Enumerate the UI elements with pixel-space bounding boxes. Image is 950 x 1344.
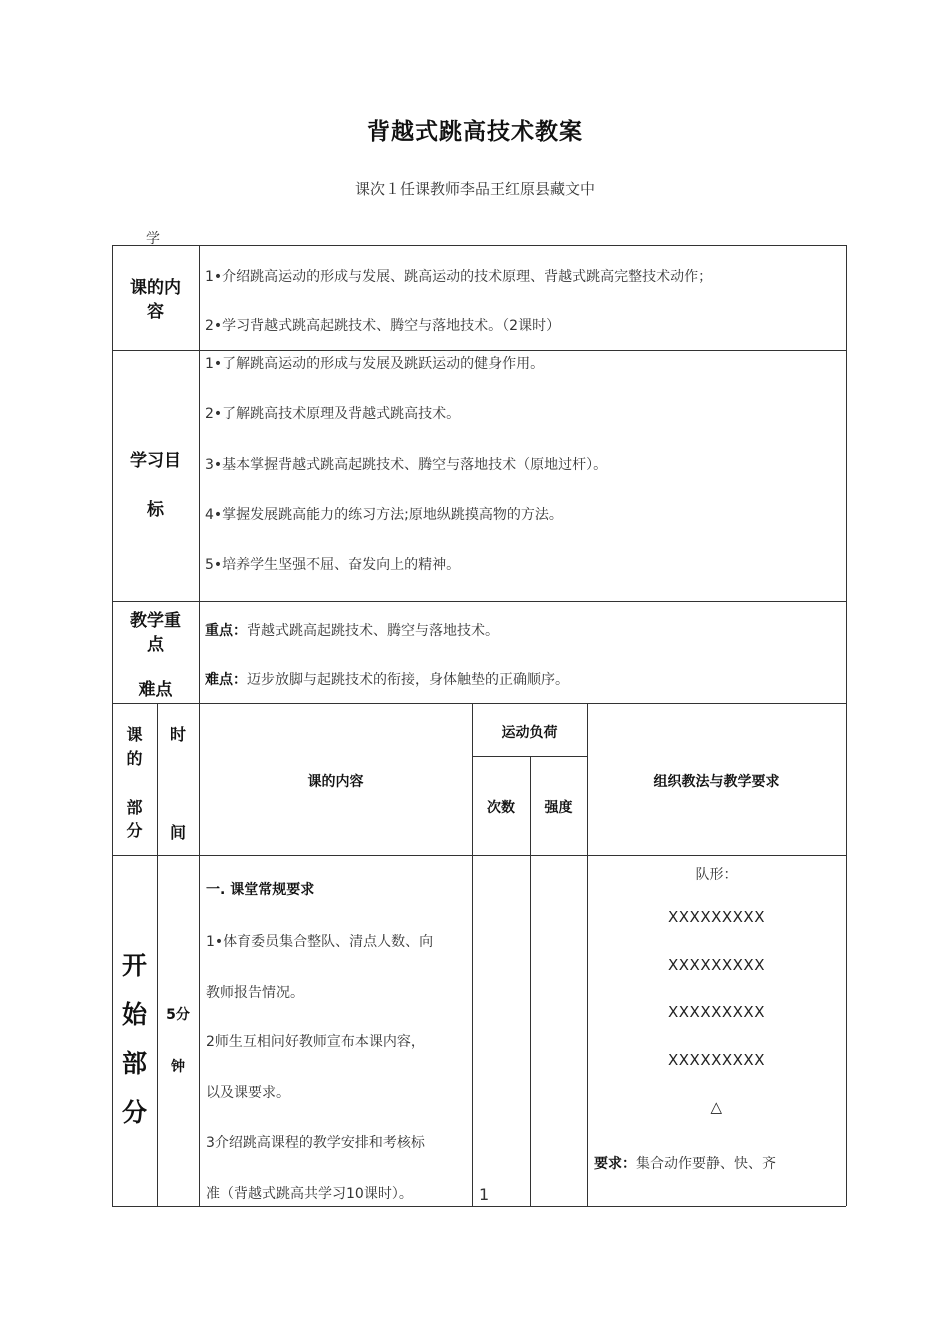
goal-item: 1•了解跳高运动的形成与发展及跳跃运动的健身作用。 (205, 356, 545, 372)
goals-row-label-bottom: 标 (147, 500, 164, 520)
header-time-char: 时 (169, 725, 186, 744)
header-time-char: 间 (169, 823, 186, 842)
grid-line (199, 245, 200, 1206)
label-line: 课的内 (130, 278, 181, 298)
content-row-label (112, 276, 199, 324)
duration-value: 5分 (166, 1007, 190, 1023)
grid-line (530, 756, 531, 1206)
part-char: 分 (121, 1098, 147, 1127)
requirement-prefix: 要求： (594, 1156, 636, 1172)
part-char: 部 (121, 1049, 147, 1078)
count-value: 1 (479, 1185, 490, 1204)
label-line: 教学重 (130, 611, 181, 631)
part-char: 始 (121, 1000, 147, 1029)
difficulty-prefix: 难点： (205, 672, 247, 688)
key-row-label-difficulty: 难点 (138, 680, 173, 700)
difficult-point (205, 669, 569, 689)
content-item: 1•介绍跳高运动的形成与发展、跳高运动的技术原理、背越式跳高完整技术动作； (205, 269, 713, 285)
teacher-triangle-icon: △ (710, 1098, 723, 1116)
content-line: 3介绍跳高课程的教学安排和考核标 (206, 1135, 425, 1151)
content-line: 准（背越式跳高共学习10课时）。 (206, 1186, 413, 1202)
header-method: 组织教法与教学要求 (653, 774, 780, 790)
formation-row: XXXXXXXXX (668, 908, 765, 926)
grid-line (112, 601, 846, 602)
content-line: 2师生互相问好教师宣布本课内容， (206, 1034, 425, 1050)
header-part-char: 部 (126, 798, 143, 817)
grid-line (157, 703, 158, 1206)
key-text: 背越式跳高起跳技术、腾空与落地技术。 (247, 623, 499, 639)
goal-item: 5•培养学生坚强不屈、奋发向上的精神。 (205, 557, 461, 573)
label-line: 点 (147, 635, 164, 655)
key-prefix: 重点： (205, 623, 247, 639)
content-line: 教师报告情况。 (206, 985, 304, 1001)
grid-line (112, 703, 846, 704)
requirement-text: 集合动作要静、快、齐 (636, 1156, 776, 1172)
grid-line (472, 703, 473, 1206)
header-part-char: 课 (126, 725, 143, 744)
goal-item: 2•了解跳高技术原理及背越式跳高技术。 (205, 406, 461, 422)
content-item: 2•学习背越式跳高起跳技术、腾空与落地技术。（2课时） (205, 318, 561, 334)
duration-unit: 钟 (171, 1059, 185, 1075)
formation-row: XXXXXXXXX (668, 1003, 765, 1021)
goal-item: 4•掌握发展跳高能力的练习方法;原地纵跳摸高物的方法。 (205, 507, 563, 523)
content-line: 1•体育委员集合整队、清点人数、向 (206, 934, 434, 950)
part-char: 开 (121, 951, 147, 980)
subtitle-continuation: 学 (146, 231, 160, 247)
formation-label: 队形： (695, 867, 738, 883)
grid-line (112, 855, 846, 856)
document-title: 背越式跳高技术教案 (367, 119, 583, 145)
header-part-char: 的 (126, 749, 143, 768)
header-intensity: 强度 (544, 800, 573, 816)
header-load: 运动负荷 (501, 725, 558, 741)
goals-row-label-top: 学习目 (130, 451, 181, 471)
content-line: 以及课要求。 (206, 1085, 290, 1101)
grid-line (112, 245, 846, 246)
formation-row: XXXXXXXXX (668, 956, 765, 974)
difficulty-text: 迈步放脚与起跳技术的衔接，身体触垫的正确顺序。 (247, 672, 569, 688)
key-row-label (112, 609, 199, 657)
key-point (205, 620, 499, 640)
goal-item: 3•基本掌握背越式跳高起跳技术、腾空与落地技术（原地过杆）。 (205, 457, 608, 473)
grid-line (112, 1206, 846, 1207)
header-count: 次数 (487, 800, 515, 816)
grid-line (846, 245, 847, 1206)
formation-row: XXXXXXXXX (668, 1051, 765, 1069)
requirement (594, 1153, 776, 1173)
grid-line (112, 350, 846, 351)
content-line: 一. 课堂常规要求 (206, 882, 315, 898)
document-subtitle: 课次１任课教师李品王红原县藏文中 (354, 180, 595, 198)
header-part-char: 分 (126, 821, 143, 840)
label-line: 容 (147, 302, 164, 322)
header-content: 课的内容 (307, 774, 364, 790)
